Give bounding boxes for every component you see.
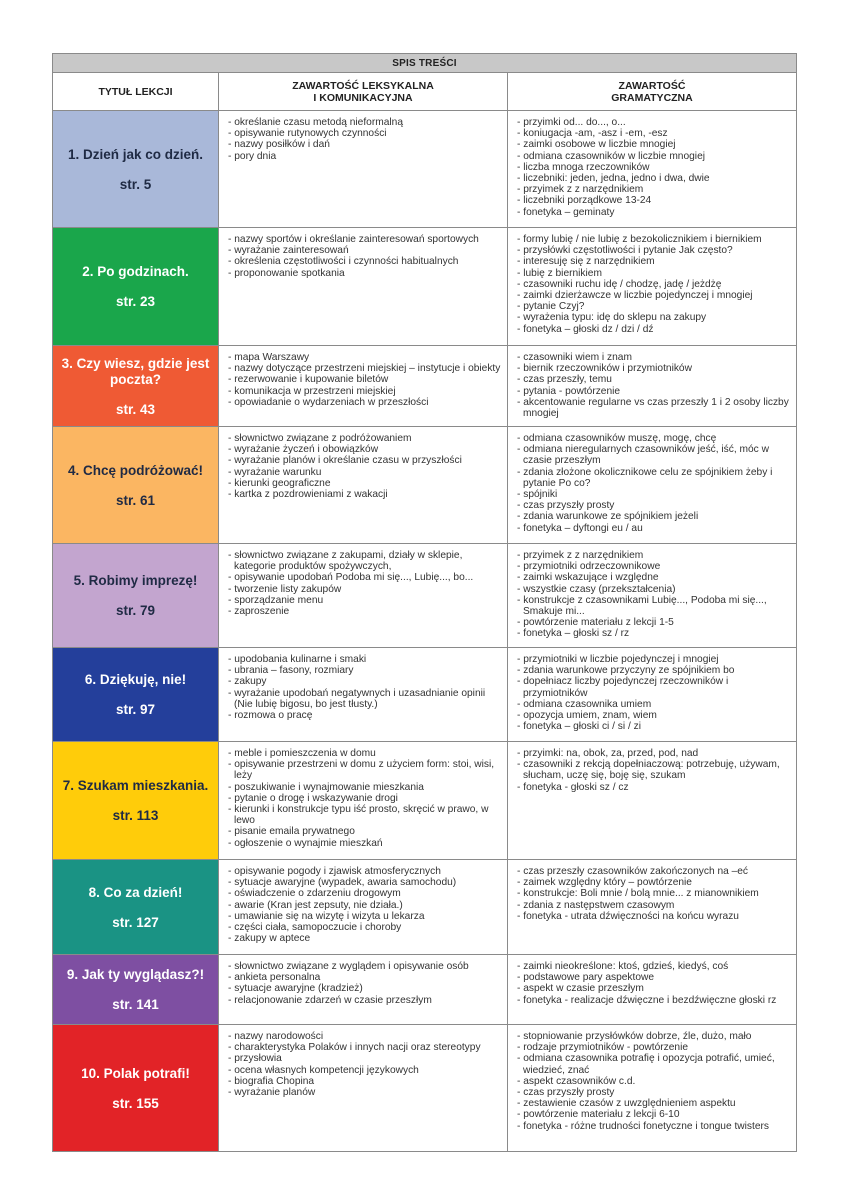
lesson-page: str. 97 xyxy=(115,702,156,717)
lesson-title-cell xyxy=(53,860,219,955)
list-item: - opisywanie rutynowych czynności xyxy=(226,128,501,139)
lesson-title: 8. Co za dzień! xyxy=(88,884,183,900)
list-item: - wyrażanie życzeń i obowiązków xyxy=(226,444,501,455)
list-item: - przysłowia xyxy=(226,1053,501,1064)
list-item: - fonetyka - realizacje dźwięczne i bezdźwięczne głoski rz xyxy=(515,995,790,1006)
list-item: - fonetyka – głoski dz / dzi / dź xyxy=(515,324,790,335)
list-item: - rezerwowanie i kupowanie biletów xyxy=(226,374,501,385)
list-item: - konstrukcje z czasownikami Lubię..., Podoba mi się..., Smakuje mi... xyxy=(515,595,790,617)
list-item: - koniugacja -am, -asz i -em, -esz xyxy=(515,128,790,139)
list-item: - ubrania – fasony, rozmiary xyxy=(226,665,501,676)
lexical-content-cell xyxy=(219,228,508,346)
lesson-page: str. 113 xyxy=(112,808,159,823)
lesson-title-cell xyxy=(53,648,219,742)
lesson-title: 10. Polak potrafi! xyxy=(81,1065,190,1081)
lesson-title: 5. Robimy imprezę! xyxy=(73,573,198,588)
lesson-row xyxy=(53,346,797,427)
grammar-list xyxy=(515,748,790,793)
list-item: - przymiotniki odrzeczownikowe xyxy=(515,561,790,572)
list-item: - lubię z biernikiem xyxy=(515,268,790,279)
list-item: - liczba mnoga rzeczowników xyxy=(515,162,790,173)
grammar-list xyxy=(515,117,790,218)
list-item: - fonetyka – głoski sz / rz xyxy=(515,628,790,639)
column-header-grammar xyxy=(508,73,797,111)
lesson-title-cell xyxy=(53,427,219,544)
list-item: - aspekt czasowników c.d. xyxy=(515,1076,790,1087)
list-item: - wyrażanie zainteresowań xyxy=(226,245,501,256)
lesson-page: str. 79 xyxy=(115,603,156,618)
lexical-list xyxy=(226,117,501,162)
list-item: - ogłoszenie o wynajmie mieszkań xyxy=(226,838,501,849)
lesson-title: 6. Dziękuję, nie! xyxy=(84,672,187,687)
lesson-row xyxy=(53,1025,797,1152)
lexical-list xyxy=(226,654,501,721)
grammar-list xyxy=(515,1031,790,1132)
list-item: - nazwy narodowości xyxy=(226,1031,501,1042)
lesson-page: str. 43 xyxy=(115,401,156,417)
column-header-lexical-line1: ZAWARTOŚĆ LEKSYKALNA xyxy=(292,79,434,92)
list-item: - akcentowanie regularne vs czas przeszły 1 i 2 osoby liczby mnogiej xyxy=(515,397,790,419)
lesson-page: str. 5 xyxy=(119,176,152,192)
list-item: - fonetyka – dyftongi eu / au xyxy=(515,523,790,534)
grammar-content-cell xyxy=(508,860,797,955)
lexical-list xyxy=(226,866,501,944)
list-item: - czasowniki wiem i znam xyxy=(515,352,790,363)
lexical-content-cell xyxy=(219,1025,508,1152)
list-item: - zdania warunkowe ze spójnikiem jeżeli xyxy=(515,511,790,522)
list-item: - konstrukcje: Boli mnie / bolą mnie... z mianownikiem xyxy=(515,888,790,899)
list-item: - zdania warunkowe przyczyny ze spójnikiem bo xyxy=(515,665,790,676)
lexical-list xyxy=(226,352,501,408)
list-item: - czas przeszły, temu xyxy=(515,374,790,385)
list-item: - opisywanie upodobań Podoba mi się..., Lubię..., bo... xyxy=(226,572,501,583)
list-item: - zaimki wskazujące i względne xyxy=(515,572,790,583)
list-item: - pytanie Czyj? xyxy=(515,301,790,312)
list-item: - pory dnia xyxy=(226,151,501,162)
lexical-list xyxy=(226,1031,501,1098)
list-item: - interesuję się z narzędnikiem xyxy=(515,256,790,267)
list-item: - kierunki geograficzne xyxy=(226,478,501,489)
lesson-page: str. 23 xyxy=(115,294,156,309)
list-item: - zakupy xyxy=(226,676,501,687)
list-item: - sytuacje awaryjne (kradzież) xyxy=(226,983,501,994)
list-item: - przyimek z z narzędnikiem xyxy=(515,550,790,561)
list-item: - kierunki i konstrukcje typu iść prosto, skręcić w prawo, w lewo xyxy=(226,804,501,826)
lexical-list xyxy=(226,748,501,849)
list-item: - liczebniki: jeden, jedna, jedno i dwa, dwie xyxy=(515,173,790,184)
lesson-row xyxy=(53,228,797,346)
list-item: - zakupy w aptece xyxy=(226,933,501,944)
lexical-content-cell xyxy=(219,346,508,427)
lexical-content-cell xyxy=(219,742,508,860)
list-item: - odmiana czasownika potrafię i opozycja potrafić, umieć, wiedzieć, znać xyxy=(515,1053,790,1075)
lexical-content-cell xyxy=(219,111,508,228)
column-header-lexical xyxy=(219,73,508,111)
column-header-grammar-line1: ZAWARTOŚĆ xyxy=(618,79,686,92)
list-item: - opisywanie przestrzeni w domu z użyciem form: stoi, wisi, leży xyxy=(226,759,501,781)
list-item: - zaimki nieokreślone: ktoś, gdzieś, kiedyś, coś xyxy=(515,961,790,972)
list-item: - oświadczenie o zdarzeniu drogowym xyxy=(226,888,501,899)
grammar-list xyxy=(515,654,790,732)
list-item: - wyrażenia typu: idę do sklepu na zakupy xyxy=(515,312,790,323)
list-item: - zestawienie czasów z uwzględnieniem aspektu xyxy=(515,1098,790,1109)
list-item: - słownictwo związane z wyglądem i opisywanie osób xyxy=(226,961,501,972)
list-item: - wszystkie czasy (przekształcenia) xyxy=(515,584,790,595)
lexical-content-cell xyxy=(219,955,508,1025)
list-item: - przyimki od... do..., o... xyxy=(515,117,790,128)
lesson-title: 3. Czy wiesz, gdzie jest poczta? xyxy=(61,355,210,387)
lesson-title: 7. Szukam mieszkania. xyxy=(62,778,209,793)
lesson-row xyxy=(53,742,797,860)
lesson-title-cell xyxy=(53,346,219,427)
list-item: - określanie czasu metodą nieformalną xyxy=(226,117,501,128)
list-item: - umawianie się na wizytę i wizyta u lekarza xyxy=(226,911,501,922)
lesson-title: 1. Dzień jak co dzień. xyxy=(67,146,204,162)
list-item: - biernik rzeczowników i przymiotników xyxy=(515,363,790,374)
list-item: - poszukiwanie i wynajmowanie mieszkania xyxy=(226,782,501,793)
lesson-title-cell xyxy=(53,742,219,860)
list-item: - przyimki: na, obok, za, przed, pod, nad xyxy=(515,748,790,759)
list-item: - części ciała, samopoczucie i choroby xyxy=(226,922,501,933)
lexical-list xyxy=(226,433,501,500)
grammar-list xyxy=(515,961,790,1006)
grammar-list xyxy=(515,234,790,335)
lesson-row xyxy=(53,648,797,742)
list-item: - odmiana nieregularnych czasowników jeść, iść, móc w czasie przeszłym xyxy=(515,444,790,466)
lexical-list xyxy=(226,550,501,617)
lexical-list xyxy=(226,961,501,1006)
lesson-title-cell xyxy=(53,1025,219,1152)
lexical-content-cell xyxy=(219,860,508,955)
lesson-title-cell xyxy=(53,544,219,648)
grammar-list xyxy=(515,352,790,419)
grammar-content-cell xyxy=(508,544,797,648)
list-item: - fonetyka – głoski ci / si / zi xyxy=(515,721,790,732)
grammar-content-cell xyxy=(508,111,797,228)
list-item: - nazwy sportów i określanie zainteresowań sportowych xyxy=(226,234,501,245)
list-item: - tworzenie listy zakupów xyxy=(226,584,501,595)
list-item: - fonetyka – geminaty xyxy=(515,207,790,218)
lesson-row xyxy=(53,427,797,544)
lesson-title-cell xyxy=(53,111,219,228)
list-item: - meble i pomieszczenia w domu xyxy=(226,748,501,759)
list-item: - czas przyszły prosty xyxy=(515,500,790,511)
lexical-content-cell xyxy=(219,648,508,742)
list-item: - przymiotniki w liczbie pojedynczej i mnogiej xyxy=(515,654,790,665)
toc-title: SPIS TREŚCI xyxy=(53,54,797,73)
list-item: - określenia częstotliwości i czynności habitualnych xyxy=(226,256,501,267)
list-item: - zaproszenie xyxy=(226,606,501,617)
lesson-title-cell xyxy=(53,228,219,346)
list-item: - fonetyka - różne trudności fonetyczne i tongue twisters xyxy=(515,1121,790,1132)
list-item: - powtórzenie materiału z lekcji 1-5 xyxy=(515,617,790,628)
list-item: - pytania - powtórzenie xyxy=(515,386,790,397)
grammar-content-cell xyxy=(508,1025,797,1152)
list-item: - podstawowe pary aspektowe xyxy=(515,972,790,983)
list-item: - zaimek względny który – powtórzenie xyxy=(515,877,790,888)
list-item: - wyrażanie planów i określanie czasu w przyszłości xyxy=(226,455,501,466)
grammar-content-cell xyxy=(508,955,797,1025)
column-header-lesson-label: TYTUŁ LEKCJI xyxy=(98,85,173,98)
grammar-content-cell xyxy=(508,427,797,544)
list-item: - wyrażanie planów xyxy=(226,1087,501,1098)
list-item: - wyrażanie warunku xyxy=(226,467,501,478)
list-item: - stopniowanie przysłówków dobrze, źle, dużo, mało xyxy=(515,1031,790,1042)
list-item: - formy lubię / nie lubię z bezokolicznikiem i biernikiem xyxy=(515,234,790,245)
list-item: - zaimki osobowe w liczbie mnogiej xyxy=(515,139,790,150)
list-item: - opisywanie pogody i zjawisk atmosferycznych xyxy=(226,866,501,877)
lesson-title-cell xyxy=(53,955,219,1025)
list-item: - mapa Warszawy xyxy=(226,352,501,363)
lesson-page: str. 61 xyxy=(115,492,156,508)
list-item: - proponowanie spotkania xyxy=(226,268,501,279)
list-item: - ocena własnych kompetencji językowych xyxy=(226,1065,501,1076)
list-item: - sporządzanie menu xyxy=(226,595,501,606)
list-item: - zdania złożone okolicznikowe celu ze spójnikiem żeby i pytanie Po co? xyxy=(515,467,790,489)
list-item: - komunikacja w przestrzeni miejskiej xyxy=(226,386,501,397)
list-item: - czas przeszły czasowników zakończonych na –eć xyxy=(515,866,790,877)
grammar-list xyxy=(515,550,790,640)
grammar-list xyxy=(515,433,790,534)
grammar-list xyxy=(515,866,790,922)
list-item: - sytuacje awaryjne (wypadek, awaria samochodu) xyxy=(226,877,501,888)
lesson-page: str. 141 xyxy=(112,997,159,1012)
column-header-lexical-line2: I KOMUNIKACYJNA xyxy=(313,91,413,104)
list-item: - odmiana czasownika umiem xyxy=(515,699,790,710)
column-header-grammar-line2: GRAMATYCZNA xyxy=(611,91,693,104)
list-item: - przysłówki częstotliwości i pytanie Jak często? xyxy=(515,245,790,256)
list-item: - fonetyka - głoski sz / cz xyxy=(515,782,790,793)
list-item: - wyrażanie upodobań negatywnych i uzasadnianie opinii (Nie lubię bigosu, bo jest tłusty.) xyxy=(226,688,501,710)
list-item: - fonetyka - utrata dźwięczności na końcu wyrazu xyxy=(515,911,790,922)
list-item: - nazwy dotyczące przestrzeni miejskiej – instytucje i obiekty xyxy=(226,363,501,374)
grammar-content-cell xyxy=(508,346,797,427)
list-item: - słownictwo związane z podróżowaniem xyxy=(226,433,501,444)
list-item: - rozmowa o pracę xyxy=(226,710,501,721)
grammar-content-cell xyxy=(508,648,797,742)
grammar-content-cell xyxy=(508,742,797,860)
list-item: - biografia Chopina xyxy=(226,1076,501,1087)
list-item: - ankieta personalna xyxy=(226,972,501,983)
list-item: - charakterystyka Polaków i innych nacji oraz stereotypy xyxy=(226,1042,501,1053)
lesson-row xyxy=(53,111,797,228)
list-item: - rodzaje przymiotników - powtórzenie xyxy=(515,1042,790,1053)
list-item: - relacjonowanie zdarzeń w czasie przeszłym xyxy=(226,995,501,1006)
list-item: - przyimek z z narzędnikiem xyxy=(515,184,790,195)
list-item: - czasowniki z rekcją dopełniaczową: potrzebuję, używam, słucham, uczę się, boję się, szukam xyxy=(515,759,790,781)
lesson-title: 9. Jak ty wyglądasz?! xyxy=(66,967,205,982)
list-item: - pytanie o drogę i wskazywanie drogi xyxy=(226,793,501,804)
lexical-content-cell xyxy=(219,544,508,648)
list-item: - powtórzenie materiału z lekcji 6-10 xyxy=(515,1109,790,1120)
list-item: - kartka z pozdrowieniami z wakacji xyxy=(226,489,501,500)
list-item: - awarie (Kran jest zepsuty, nie działa.) xyxy=(226,900,501,911)
lexical-content-cell xyxy=(219,427,508,544)
lesson-title: 2. Po godzinach. xyxy=(82,264,189,279)
list-item: - czas przyszły prosty xyxy=(515,1087,790,1098)
list-item: - zdania z następstwem czasowym xyxy=(515,900,790,911)
list-item: - aspekt w czasie przeszłym xyxy=(515,983,790,994)
lexical-list xyxy=(226,234,501,279)
list-item: - upodobania kulinarne i smaki xyxy=(226,654,501,665)
list-item: - czasowniki ruchu idę / chodzę, jadę / jeżdżę xyxy=(515,279,790,290)
list-item: - dopełniacz liczby pojedynczej rzeczowników i przymiotników xyxy=(515,676,790,698)
list-item: - odmiana czasowników w liczbie mnogiej xyxy=(515,151,790,162)
grammar-content-cell xyxy=(508,228,797,346)
table-of-contents xyxy=(52,53,797,1152)
list-item: - nazwy posiłków i dań xyxy=(226,139,501,150)
list-item: - opowiadanie o wydarzeniach w przeszłości xyxy=(226,397,501,408)
lesson-page: str. 127 xyxy=(112,914,159,930)
lesson-row xyxy=(53,955,797,1025)
list-item: - odmiana czasowników muszę, mogę, chcę xyxy=(515,433,790,444)
list-item: - spójniki xyxy=(515,489,790,500)
list-item: - liczebniki porządkowe 13-24 xyxy=(515,195,790,206)
column-header-lesson xyxy=(53,73,219,111)
lesson-page: str. 155 xyxy=(112,1095,159,1111)
list-item: - opozycja umiem, znam, wiem xyxy=(515,710,790,721)
list-item: - słownictwo związane z zakupami, działy w sklepie, kategorie produktów spożywczych, xyxy=(226,550,501,572)
list-item: - zaimki dzierżawcze w liczbie pojedynczej i mnogiej xyxy=(515,290,790,301)
lesson-row xyxy=(53,860,797,955)
lesson-row xyxy=(53,544,797,648)
lesson-title: 4. Chcę podróżować! xyxy=(67,462,204,478)
list-item: - pisanie emaila prywatnego xyxy=(226,826,501,837)
lesson-rows xyxy=(53,111,797,1152)
